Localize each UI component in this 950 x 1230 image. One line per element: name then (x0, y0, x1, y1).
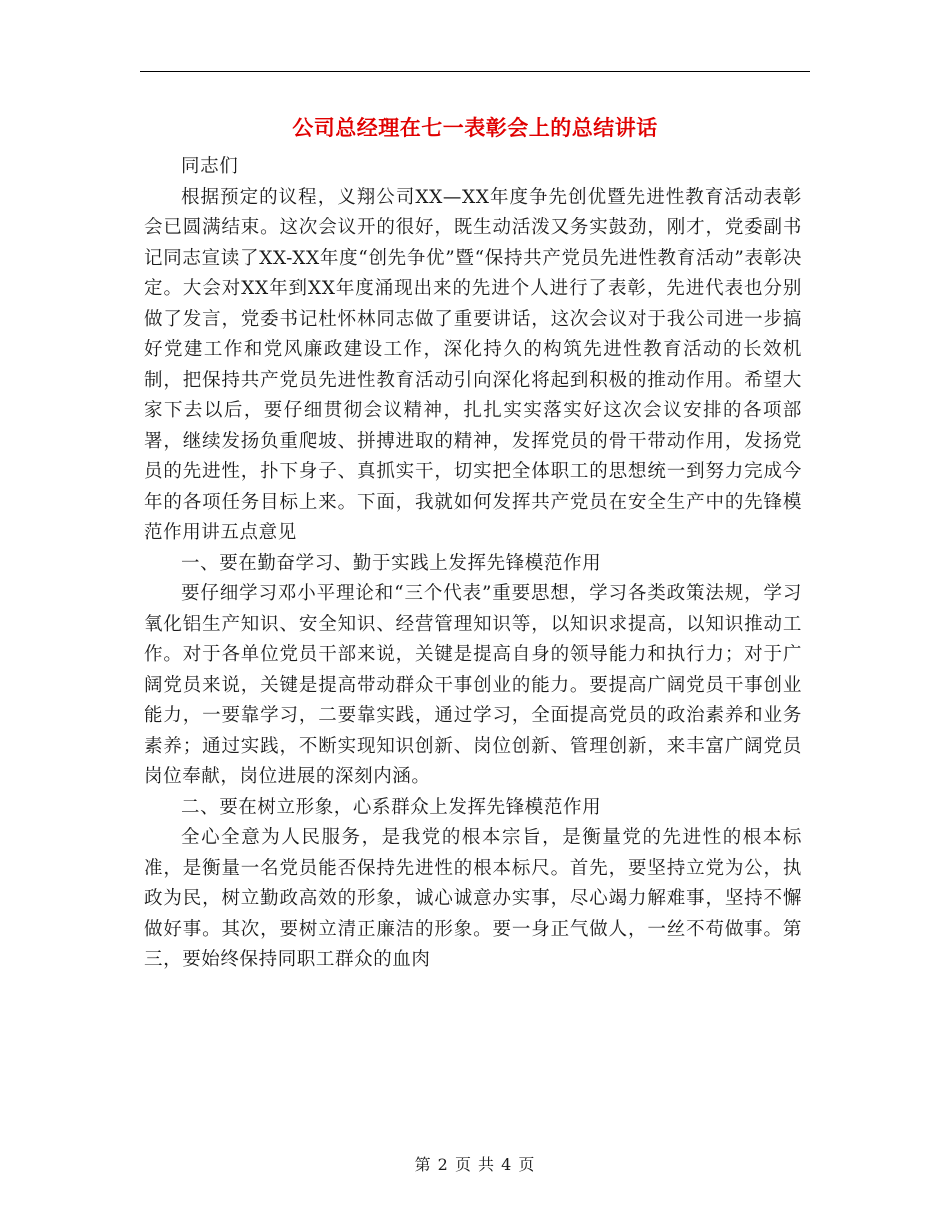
paragraph-section-2: 全心全意为人民服务，是我党的根本宗旨，是衡量党的先进性的根本标准，是衡量一名党员能否保持先进性的根本标尺。首先，要坚持立党为公，执政为民，树立勤政高效的形象，诚心诚意办实事，尽心竭力解难事，坚持不懈做好事。其次，要树立清正廉洁的形象。要一身正气做人，一丝不苟做事。第三，要始终保持同职工群众的血肉 (144, 827, 802, 970)
paragraph-section-1: 要仔细学习邓小平理论和“三个代表”重要思想，学习各类政策法规，学习氧化铝生产知识、安全知识、经营管理知识等，以知识求提高，以知识推动工作。对于各单位党员干部来说，关键是提高自身的领导能力和执行力；对于广阔党员来说，关键是提高带动群众干事创业的能力。要提高广阔党员干事创业能力，一要靠学习，二要靠实践，通过学习，全面提高党员的政治素养和业务素养；通过实践，不断实现知识创新、岗位创新、管理创新，来丰富广阔党员岗位奉献，岗位进展的深刻内涵。 (144, 583, 802, 787)
section-heading-2: 二、要在树立形象，心系群众上发挥先锋模范作用 (181, 796, 602, 818)
paragraph-intro: 根据预定的议程，义翔公司XX—XX年度争先创优暨先进性教育活动表彰会已圆满结束。这次会议开的很好，既生动活泼又务实鼓劲，刚才，党委副书记同志宣读了XX-XX年度“创先争优”暨“保持共产党员先进性教育活动”表彰决定。大会对XX年到XX年度涌现出来的先进个人进行了表彰，先进代表也分别做了发言，党委书记杜怀林同志做了重要讲话，这次会议对于我公司进一步搞好党建工作和党风廉政建设工作，深化持久的构筑先进性教育活动的长效机制，把保持共产党员先进性教育活动引向深化将起到积极的推动作用。希望大家下去以后，要仔细贯彻会议精神，扎扎实实落实好这次会议安排的各项部署，继续发扬负重爬坡、拼搏进取的精神，发挥党员的骨干带动作用，发扬党员的先进性，扑下身子、真抓实干，切实把全体职工的思想统一到努力完成今年的各项任务目标上来。下面，我就如何发挥共产党员在安全生产中的先锋模范作用讲五点意见 (144, 186, 802, 543)
document-title: 公司总经理在七一表彰会上的总结讲话 (292, 116, 658, 140)
document-body (144, 152, 802, 976)
page-number: 第 2 页 共 4 页 (414, 1155, 536, 1174)
salutation: 同志们 (181, 156, 239, 177)
section-heading-1: 一、要在勤奋学习、勤于实践上发挥先锋模范作用 (181, 552, 602, 574)
header-rule (140, 71, 810, 72)
